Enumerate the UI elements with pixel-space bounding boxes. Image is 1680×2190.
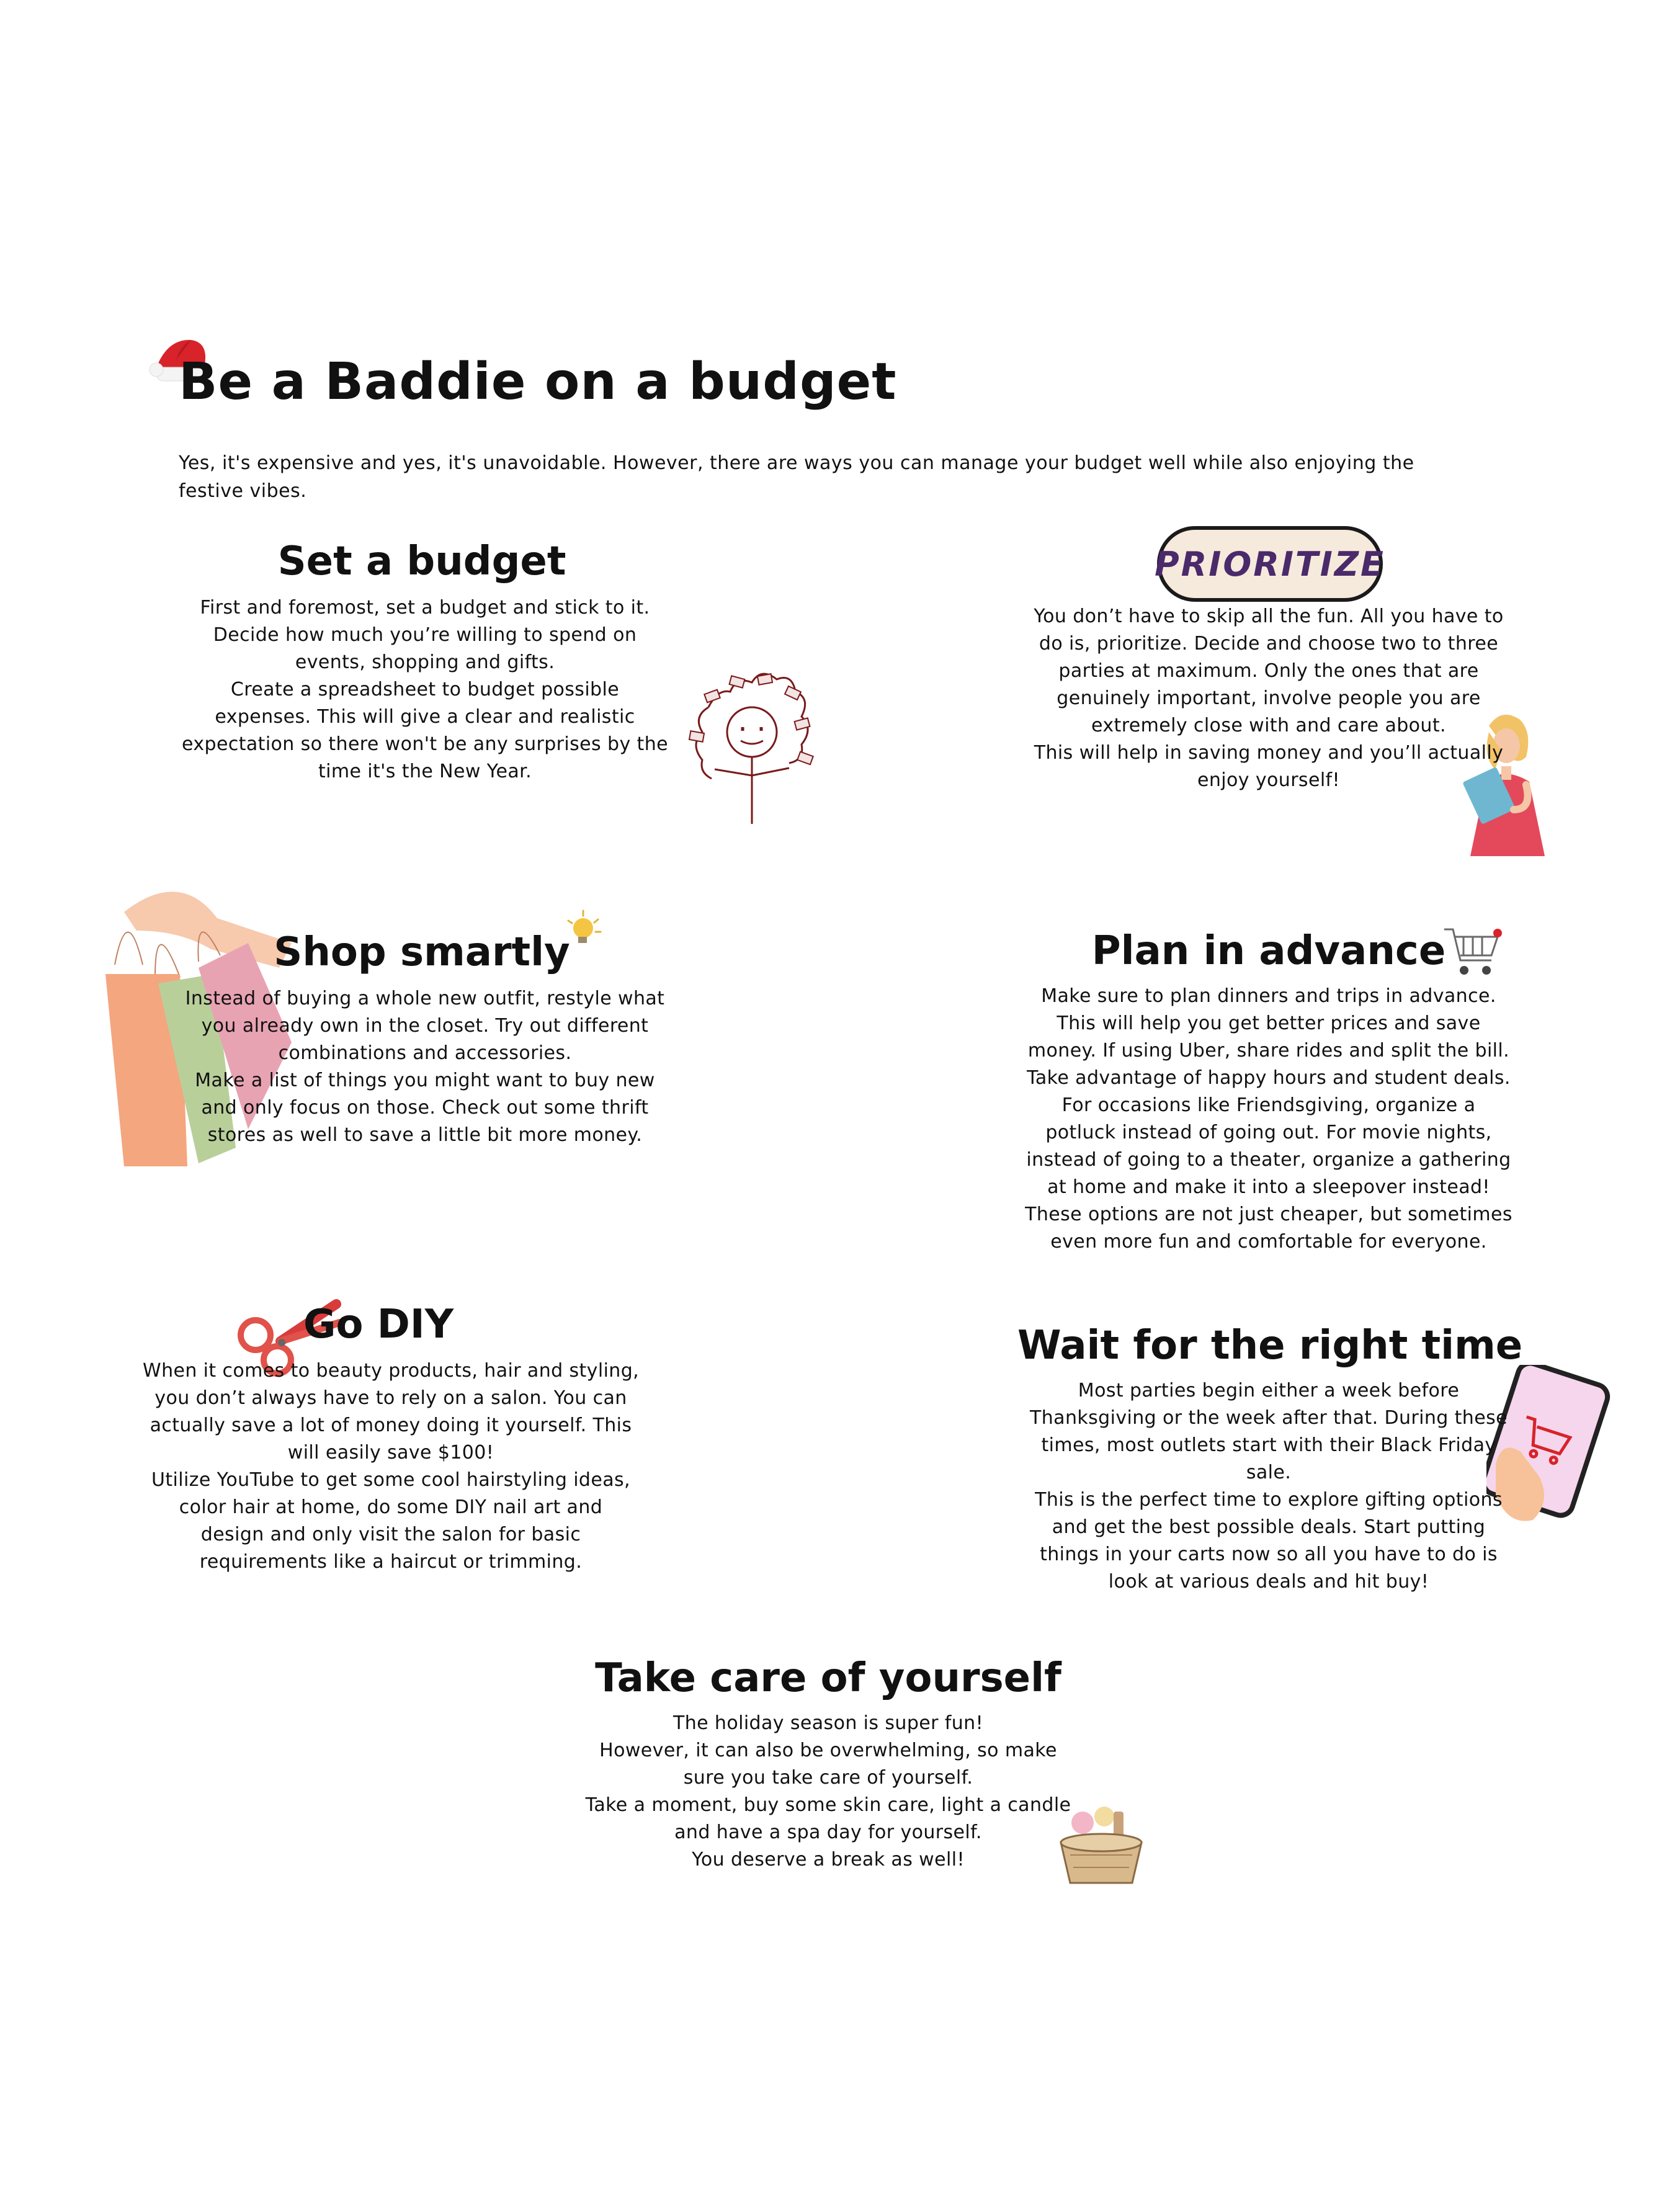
wait-time-heading: Wait for the right time (1017, 1323, 1523, 1369)
set-budget-text: First and foremost, set a budget and stick to it. Decide how much you’re willing to spend on events, shopping and gifts. Create a spreadsheet to budget possible expenses. This will give a clear and realistic expectation so there won't be any surprises by the time it's the New Year. (182, 597, 668, 782)
self-care-text: The holiday season is super fun! However, it can also be overwhelming, so make sure you take care of yourself. Take a moment, buy some skin care, light a candle and have a spa day for yourself. You deserve a break as well! (585, 1712, 1071, 1870)
self-care-heading: Take care of yourself (595, 1655, 1061, 1701)
go-diy-text: When it comes to beauty products, hair and styling, you don’t always have to rely on a salon. You can actually save a lot of money doing it yourself. This will easily save $100! Utilize YouTube to get some cool hairstyling ideas, color hair at home, do some DIY nail art and design and only visit the salon for basic requirements like a haircut or trimming. (143, 1360, 640, 1573)
go-diy-heading: Go DIY (303, 1302, 454, 1348)
prioritize-text: You don’t have to skip all the fun. All you have to do is, prioritize. Decide and choose two to three parties at maximum. Only the ones that are genuinely important, involve people you are extremely close with and care about. This will help in saving money and you’ll actually enjoy yourself! (1034, 606, 1504, 791)
shop-smartly-text: Instead of buying a whole new outfit, restyle what you already own in the closet. Try out different combinations and accessories. Make a list of things you might want to buy new and only focus on those. Check out some thrift stores as well to save a little bit more money. (185, 988, 665, 1146)
wait-time-text: Most parties begin either a week before Thanksgiving or the week after that. During these times, most outlets start with their Black Friday sale. This is the perfect time to explore gifting options and get the best possible deals. Start putting things in your carts now so all you have to do is look at various deals and hit buy! (1030, 1380, 1508, 1593)
page-title: Be a Baddie on a budget (179, 352, 897, 411)
shop-smartly-heading: Shop smartly (274, 929, 570, 975)
plan-advance-text: Make sure to plan dinners and trips in advance. This will help you get better prices and save money. If using Uber, share rides and split the bill. Take advantage of happy hours and student deals. For occasions like Friendsgiving, organize a potluck instead of going out. For movie nights, instead of going to a theater, organize a gathering at home and make it into a sleepover instead! These options are not just cheaper, but sometimes even more fun and comfortable for everyone. (1025, 985, 1512, 1253)
plan-advance-heading: Plan in advance (1091, 928, 1446, 974)
money-stick-figure-icon (671, 664, 833, 825)
prioritize-badge-text: PRIORITIZE (1155, 544, 1385, 584)
set-budget-heading: Set a budget (277, 539, 566, 584)
prioritize-badge (1157, 526, 1383, 602)
intro-paragraph: Yes, it's expensive and yes, it's unavoidable. However, there are ways you can manage your budget well while also enjoying the festive vibes. (179, 452, 1414, 502)
